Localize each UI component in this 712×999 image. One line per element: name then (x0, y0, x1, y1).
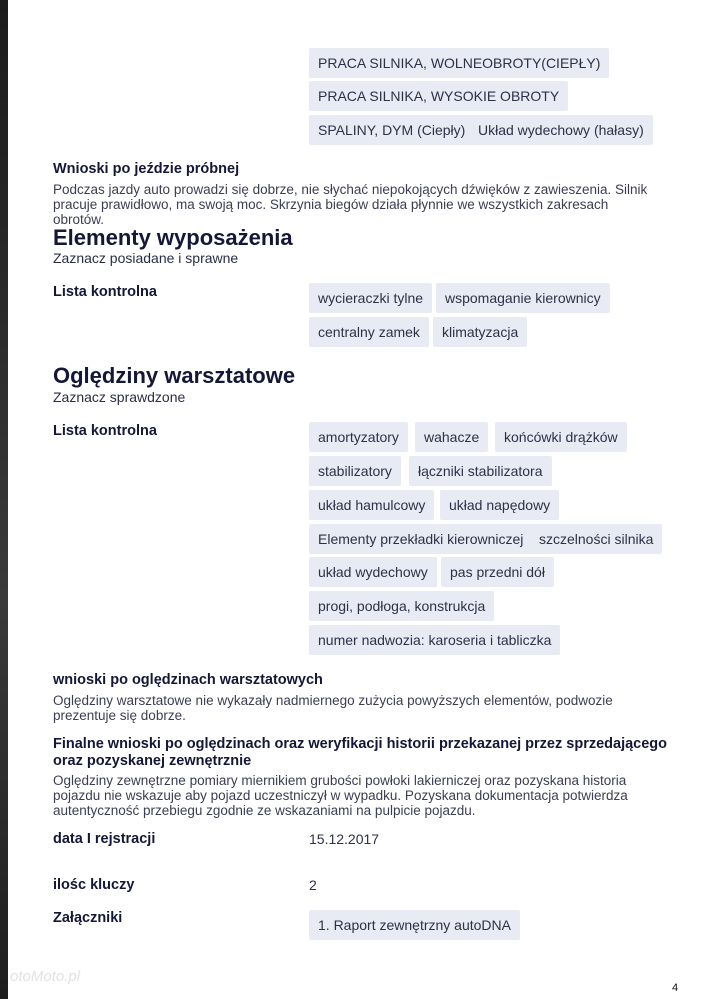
workshop-item: końcówki drążków (495, 422, 627, 452)
tag-exhaust-noise: Układ wydechowy (hałasy) (469, 115, 653, 145)
workshop-item: numer nadwozia: karoseria i tabliczka (309, 625, 560, 655)
workshop-subtitle: Zaznacz sprawdzone (53, 389, 186, 405)
workshop-conclusions-title: wnioski po oględzinach warsztatowych (53, 672, 323, 688)
keys-value: 2 (309, 877, 317, 893)
workshop-item: wahacze (415, 422, 488, 452)
registration-value: 15.12.2017 (309, 831, 380, 847)
workshop-item: układ hamulcowy (309, 490, 434, 520)
workshop-item: układ wydechowy (309, 557, 437, 587)
workshop-checklist-label: Lista kontrolna (53, 423, 157, 439)
tag-engine-high: PRACA SILNIKA, WYSOKIE OBROTY (309, 81, 568, 111)
equipment-item: wycieraczki tylne (309, 283, 432, 313)
watermark-logo: otoMoto.pl (10, 968, 81, 985)
workshop-item: szczelności silnika (530, 524, 662, 554)
attachment-link[interactable]: 1. Raport zewnętrzny autoDNA (309, 910, 520, 940)
attachments-label: Załączniki (53, 910, 123, 926)
test-drive-title: Wnioski po jeździe próbnej (53, 161, 240, 177)
page-number: 4 (672, 982, 679, 994)
equipment-item: klimatyzacja (433, 317, 527, 347)
equipment-subtitle: Zaznacz posiadane i sprawne (53, 250, 239, 266)
workshop-item: Elementy przekładki kierowniczej (309, 524, 532, 554)
tag-exhaust-smoke: SPALINY, DYM (Ciepły) (309, 115, 474, 145)
workshop-item: pas przedni dół (441, 557, 554, 587)
equipment-checklist-label: Lista kontrolna (53, 284, 157, 300)
final-conclusions-text: Oględziny zewnętrzne pomiary miernikiem grubości powłoki lakierniczej oraz pozyskana historia pojazdu nie wskazuje aby pojazd uczestniczył w wypadku. Pozyskana dokumentacja potwierdza autentyczność przebiegu zgodnie ze wskazaniami na pulpicie pojazdu. (53, 773, 628, 818)
equipment-item: centralny zamek (309, 317, 429, 347)
workshop-item: układ napędowy (440, 490, 559, 520)
workshop-item: progi, podłoga, konstrukcja (309, 591, 494, 621)
workshop-item: łączniki stabilizatora (409, 456, 552, 486)
workshop-conclusions-text: Oględziny warsztatowe nie wykazały nadmiernego zużycia powyższych elementów, podwozie prezentuje się dobrze. (53, 693, 613, 723)
registration-label: data I rejstracji (53, 831, 156, 847)
left-edge-strip (0, 0, 8, 999)
workshop-item: amortyzatory (309, 422, 408, 452)
workshop-item: stabilizatory (309, 456, 401, 486)
workshop-heading: Oględziny warsztatowe (53, 363, 296, 388)
tag-engine-idle: PRACA SILNIKA, WOLNEOBROTY(CIEPŁY) (309, 48, 609, 78)
final-conclusions-title: Finalne wnioski po oględzinach oraz weryfikacji historii przekazanej przez sprzedającego oraz pozyskanej zewnętrznie (53, 736, 668, 769)
keys-label: ilośc kluczy (53, 877, 135, 893)
equipment-item: wspomaganie kierownicy (436, 283, 610, 313)
equipment-heading: Elementy wyposażenia (53, 225, 293, 250)
test-drive-text: Podczas jazdy auto prowadzi się dobrze, nie słychać niepokojących dźwięków z zawieszenia. Silnik pracuje prawidłowo, ma swoją moc. Skrzynia biegów działa płynnie we wszystkich zakresach obrotów. (53, 182, 648, 227)
